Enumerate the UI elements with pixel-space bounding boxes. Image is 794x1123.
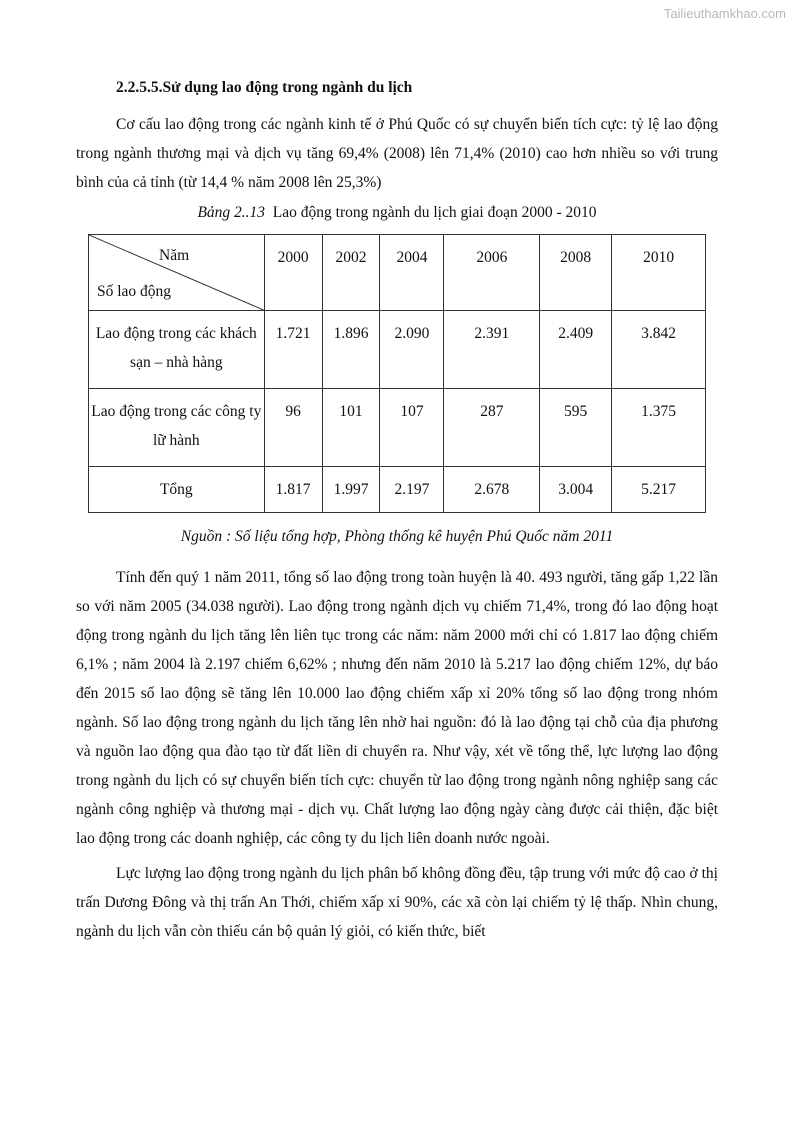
table-caption-label: Bảng 2..13 bbox=[197, 204, 266, 221]
section-heading: 2.2.5.5.Sử dụng lao động trong ngành du lịch bbox=[116, 79, 413, 96]
table-cell: 3.004 bbox=[540, 467, 612, 513]
table-cell: 3.842 bbox=[612, 311, 706, 389]
table-total-row bbox=[89, 467, 706, 513]
year-header: 2000 bbox=[264, 235, 322, 311]
table-cell: 5.217 bbox=[612, 467, 706, 513]
table-caption-title: Lao động trong ngành du lịch giai đoạn 2000 - 2010 bbox=[272, 204, 597, 221]
table-cell: 2.678 bbox=[444, 467, 540, 513]
table-corner-cell bbox=[89, 235, 265, 311]
year-header: 2002 bbox=[322, 235, 380, 311]
paragraph-3: Lực lượng lao động trong ngành du lịch phân bố không đồng đều, tập trung với mức độ cao ở thị trấn Dương Đông và thị trấn An Thới, chiếm xấp xỉ 90%, các xã còn lại chiếm tỷ lệ thấp. Nhìn chung, ngành du lịch vẫn còn thiếu cán bộ quản lý giỏi, có kiến thức, biết bbox=[76, 865, 718, 940]
document-body bbox=[76, 75, 718, 946]
watermark: Tailieuthamkhao.com bbox=[663, 6, 786, 21]
table-source: Nguồn : Số liệu tổng hợp, Phòng thống kê huyện Phú Quốc năm 2011 bbox=[180, 528, 614, 545]
row-label: Lao động trong các công ty lữ hành bbox=[89, 389, 265, 467]
year-header: 2006 bbox=[444, 235, 540, 311]
labor-table bbox=[88, 234, 706, 513]
table-cell: 1.375 bbox=[612, 389, 706, 467]
table-caption bbox=[76, 200, 718, 226]
year-header: 2008 bbox=[540, 235, 612, 311]
paragraph-2: Tính đến quý 1 năm 2011, tổng số lao động trong toàn huyện là 40. 493 người, tăng gấp 1,22 lần so với năm 2005 (34.038 người). Lao động trong ngành dịch vụ chiếm 71,4%, trong đó lao động hoạt động trong ngành du lịch tăng lên liên tục trong các năm: năm 2000 mới chỉ có 1.817 lao động chiếm 6,1% ; năm 2004 là 2.197 chiếm 6,62% ; nhưng đến năm 2010 là 5.217 lao động chiếm 12%, dự báo đến 2015 số lao động sẽ tăng lên 10.000 lao động chiếm xấp xỉ 20% tổng số lao động trong nhóm ngành. Số lao động trong ngành du lịch tăng lên nhờ hai nguồn: đó là lao động tại chỗ của địa phương và nguồn lao động qua đào tạo từ đất liền di chuyển ra. Như vậy, xét về tổng thể, lực lượng lao động trong ngành du lịch có sự chuyển biến tích cực: chuyển từ lao động trong ngành nông nghiệp sang các ngành công nghiệp và thương mại - dịch vụ. Chất lượng lao động ngày càng được cải thiện, đặc biệt lao động trong các doanh nghiệp, các công ty du lịch liên doanh nước ngoài. bbox=[76, 569, 718, 847]
table-cell: 1.817 bbox=[264, 467, 322, 513]
table-row bbox=[89, 389, 706, 467]
row-label: Lao động trong các khách sạn – nhà hàng bbox=[89, 311, 265, 389]
corner-count-label: Số lao động bbox=[97, 283, 172, 300]
table-cell: 2.090 bbox=[380, 311, 444, 389]
table-cell: 2.391 bbox=[444, 311, 540, 389]
paragraph-1: Cơ cấu lao động trong các ngành kinh tế ở Phú Quốc có sự chuyển biến tích cực: tỷ lệ lao động trong ngành thương mại và dịch vụ tăng 69,4% (2008) lên 71,4% (2010) cao hơn nhiều so với trung bình của cả tỉnh (từ 14,4 % năm 2008 lên 25,3%) bbox=[76, 116, 718, 191]
corner-year-label: Năm bbox=[159, 247, 190, 264]
table-cell: 287 bbox=[444, 389, 540, 467]
table-cell: 1.896 bbox=[322, 311, 380, 389]
table-cell: 107 bbox=[380, 389, 444, 467]
table-cell: 2.409 bbox=[540, 311, 612, 389]
year-header: 2004 bbox=[380, 235, 444, 311]
table-cell: 595 bbox=[540, 389, 612, 467]
table-cell: 1.997 bbox=[322, 467, 380, 513]
table-cell: 101 bbox=[322, 389, 380, 467]
table-cell: 2.197 bbox=[380, 467, 444, 513]
table-row bbox=[89, 311, 706, 389]
table-cell: 1.721 bbox=[264, 311, 322, 389]
table-header-row bbox=[89, 235, 706, 311]
table-cell: 96 bbox=[264, 389, 322, 467]
year-header: 2010 bbox=[612, 235, 706, 311]
row-label: Tổng bbox=[89, 467, 265, 513]
